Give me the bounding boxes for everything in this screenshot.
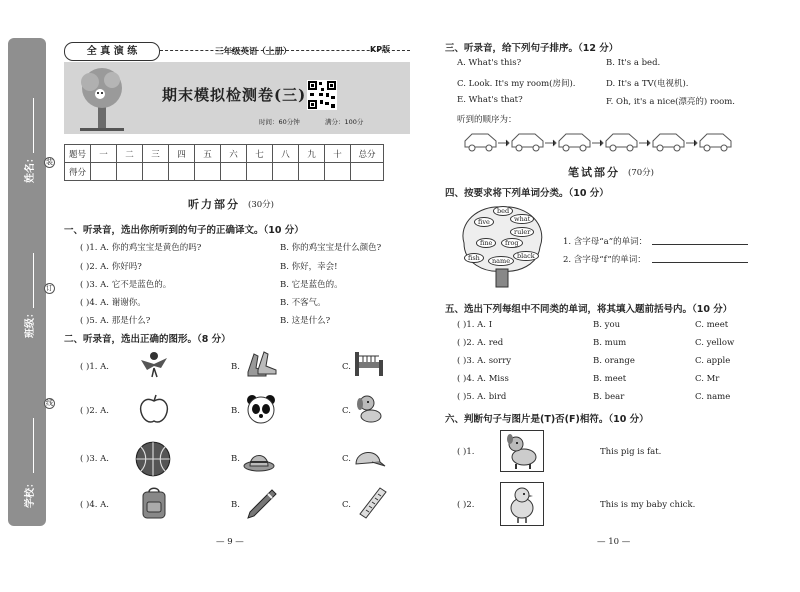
listening-title: 听力部分 [188, 198, 240, 211]
s5-q3-b: B. orange [593, 356, 635, 366]
s1-q1-b: B. 你的鸡宝宝是什么颜色? [280, 243, 382, 253]
score-header-cell: 三 [143, 145, 169, 163]
schoolbag-icon [137, 486, 171, 520]
s3-sentence-a: A. What's this? [457, 58, 522, 68]
cap-icon [352, 442, 386, 476]
s1-q1-a: ( )1. A. 你的鸡宝宝是黄色的吗? [80, 243, 202, 253]
s4-q1-answer-line[interactable] [652, 244, 748, 245]
score-header-cell: 七 [247, 145, 273, 163]
score-cell[interactable] [221, 163, 247, 181]
score-cell[interactable] [247, 163, 273, 181]
book-title: 三年级英语（上册） [215, 47, 292, 57]
score-cell[interactable] [169, 163, 195, 181]
s5-q4-a: ( )4. A. Miss [457, 374, 509, 384]
score-cell[interactable] [299, 163, 325, 181]
s3-sentence-f: F. Oh, it's a nice(漂亮的) room. [606, 97, 736, 107]
s2-q1-label: ( )1. A. [80, 362, 109, 372]
s2-q3-b: B. [231, 454, 240, 464]
s5-q2-c: C. yellow [695, 338, 735, 348]
exam-full-score: 满分：100分 [325, 118, 364, 126]
score-header-cell: 十 [325, 145, 351, 163]
score-header-cell: 八 [273, 145, 299, 163]
s1-q4-b: B. 不客气。 [280, 298, 326, 308]
s5-q5-a: ( )5. A. bird [457, 392, 507, 402]
dog-icon [352, 392, 386, 426]
s5-q1-c: C. meet [695, 320, 729, 330]
s1-q3-a: ( )3. A. 它不是蓝色的。 [80, 280, 172, 290]
s1-q3-b: B. 它是蓝色的。 [280, 280, 343, 290]
s3-sentence-c: C. Look. It's my room(房间). [457, 79, 576, 89]
score-header-cell: 总分 [351, 145, 384, 163]
score-table [64, 144, 384, 181]
s6-q2-sentence: This is my baby chick. [600, 500, 696, 510]
score-header-cell: 九 [299, 145, 325, 163]
s2-q2-c: C. [342, 406, 351, 416]
section1-title: 一、听录音，选出你所听到的句子的正确译文。（10 分） [64, 225, 304, 236]
name-label: 姓名： [25, 153, 36, 183]
s1-q2-b: B. 你好，幸会! [280, 262, 338, 272]
s4-q2-answer-line[interactable] [652, 262, 748, 263]
s4-q2-label: 2. 含字母“f”的单词： [563, 255, 646, 265]
binding-strip [8, 38, 46, 526]
s2-q2-label: ( )2. A. [80, 406, 109, 416]
hat-icon [242, 442, 276, 476]
tree-word: black [513, 251, 539, 261]
apple-icon [137, 392, 171, 426]
bed-icon [352, 346, 386, 380]
s3-sentence-d: D. It's a TV(电视机). [606, 79, 689, 89]
exam-title: 期末模拟检测卷(三) [162, 86, 307, 104]
score-row-label: 得分 [65, 163, 91, 181]
tree-illustration [72, 66, 132, 132]
section6-title: 六、判断句子与图片是(T)否(F)相符。（10 分） [445, 414, 649, 425]
score-cell[interactable] [117, 163, 143, 181]
school-line [33, 418, 34, 473]
s5-q2-b: B. mum [593, 338, 627, 348]
s5-q2-a: ( )2. A. red [457, 338, 504, 348]
s1-q5-a: ( )5. A. 那是什么? [80, 316, 151, 326]
page-number-right: — 10 — [597, 537, 631, 547]
s3-sentence-e: E. What's that? [457, 95, 523, 105]
score-cell[interactable] [325, 163, 351, 181]
s3-sentence-b: B. It's a bed. [606, 58, 661, 68]
score-header-cell: 二 [117, 145, 143, 163]
high-heels-icon [244, 346, 278, 380]
section2-title: 二、听录音，选出正确的图形。（8 分） [64, 334, 231, 345]
name-line [33, 98, 34, 153]
s5-q5-b: B. bear [593, 392, 625, 402]
s2-q3-c: C. [342, 454, 351, 464]
s1-q5-b: B. 这是什么? [280, 316, 331, 326]
s5-q3-a: ( )3. A. sorry [457, 356, 512, 366]
written-title: 笔试部分 [568, 166, 620, 179]
page-number-left: — 9 — [216, 537, 244, 547]
s1-q2-a: ( )2. A. 你好吗? [80, 262, 142, 272]
chick-picture [500, 482, 544, 526]
binding-hole-3: 线 [46, 399, 53, 407]
s2-q1-c: C. [342, 362, 351, 372]
s6-q2-label: ( )2. [457, 500, 475, 510]
s2-q4-c: C. [342, 500, 351, 510]
tree-word: name [488, 256, 514, 266]
score-cell[interactable] [351, 163, 384, 181]
written-points: (70分) [628, 168, 654, 178]
score-cell[interactable] [91, 163, 117, 181]
tree-word: ruler [510, 227, 534, 237]
basketball-icon [134, 440, 172, 478]
s2-q4-b: B. [231, 500, 240, 510]
listening-points: (30分) [248, 200, 274, 210]
edition-label: KP版 [370, 45, 391, 54]
binding-hole-1: 装 [46, 158, 53, 166]
tree-words [458, 203, 546, 291]
s2-q2-b: B. [231, 406, 240, 416]
section4-title: 四、按要求将下列单词分类。（10 分） [445, 188, 609, 199]
s6-q1-label: ( )1. [457, 447, 475, 457]
tree-word: fish [464, 253, 484, 263]
s6-q1-sentence: This pig is fat. [600, 447, 662, 457]
tree-word: five [474, 217, 494, 227]
s1-q4-a: ( )4. A. 谢谢你。 [80, 298, 146, 308]
score-header-cell: 一 [91, 145, 117, 163]
panda-icon [244, 392, 278, 426]
s5-q1-b: B. you [593, 320, 621, 330]
tree-word: fine [476, 238, 496, 248]
pen-icon [244, 486, 278, 520]
s5-q4-c: C. Mr [695, 374, 720, 384]
score-header-cell: 题号 [65, 145, 91, 163]
tree-word: frog [501, 238, 523, 248]
section3-title: 三、听录音，给下列句子排序。（12 分） [445, 43, 619, 54]
s2-q3-label: ( )3. A. [80, 454, 109, 464]
score-header-cell: 五 [195, 145, 221, 163]
s5-q4-b: B. meet [593, 374, 627, 384]
class-line [33, 253, 34, 308]
car-sequence [462, 129, 732, 155]
s5-q5-c: C. name [695, 392, 731, 402]
score-cell[interactable] [143, 163, 169, 181]
s5-q1-a: ( )1. A. I [457, 320, 493, 330]
ruler-icon [356, 486, 390, 520]
s5-q3-c: C. apple [695, 356, 731, 366]
score-cell[interactable] [195, 163, 221, 181]
score-cell[interactable] [273, 163, 299, 181]
s2-q4-label: ( )4. A. [80, 500, 109, 510]
score-header-cell: 四 [169, 145, 195, 163]
pig-picture [500, 430, 544, 472]
school-label: 学校： [25, 478, 36, 508]
qr-code [307, 80, 337, 110]
exam-time: 时间：60分钟 [259, 118, 300, 126]
score-header-cell: 六 [221, 145, 247, 163]
bird-icon [137, 346, 171, 380]
class-label: 班级： [25, 308, 36, 338]
tree-word: what [510, 214, 534, 224]
s3-order-label: 听到的顺序为： [457, 115, 517, 125]
binding-hole-2: 订 [46, 284, 53, 292]
brand-badge: 全 真 演 练 [64, 42, 160, 61]
s4-q1-label: 1. 含字母“a”的单词： [563, 237, 648, 247]
s2-q1-b: B. [231, 362, 240, 372]
section5-title: 五、选出下列每组中不同类的单词，将其填入题前括号内。（10 分） [445, 304, 733, 315]
tree-word: bed [493, 206, 513, 216]
